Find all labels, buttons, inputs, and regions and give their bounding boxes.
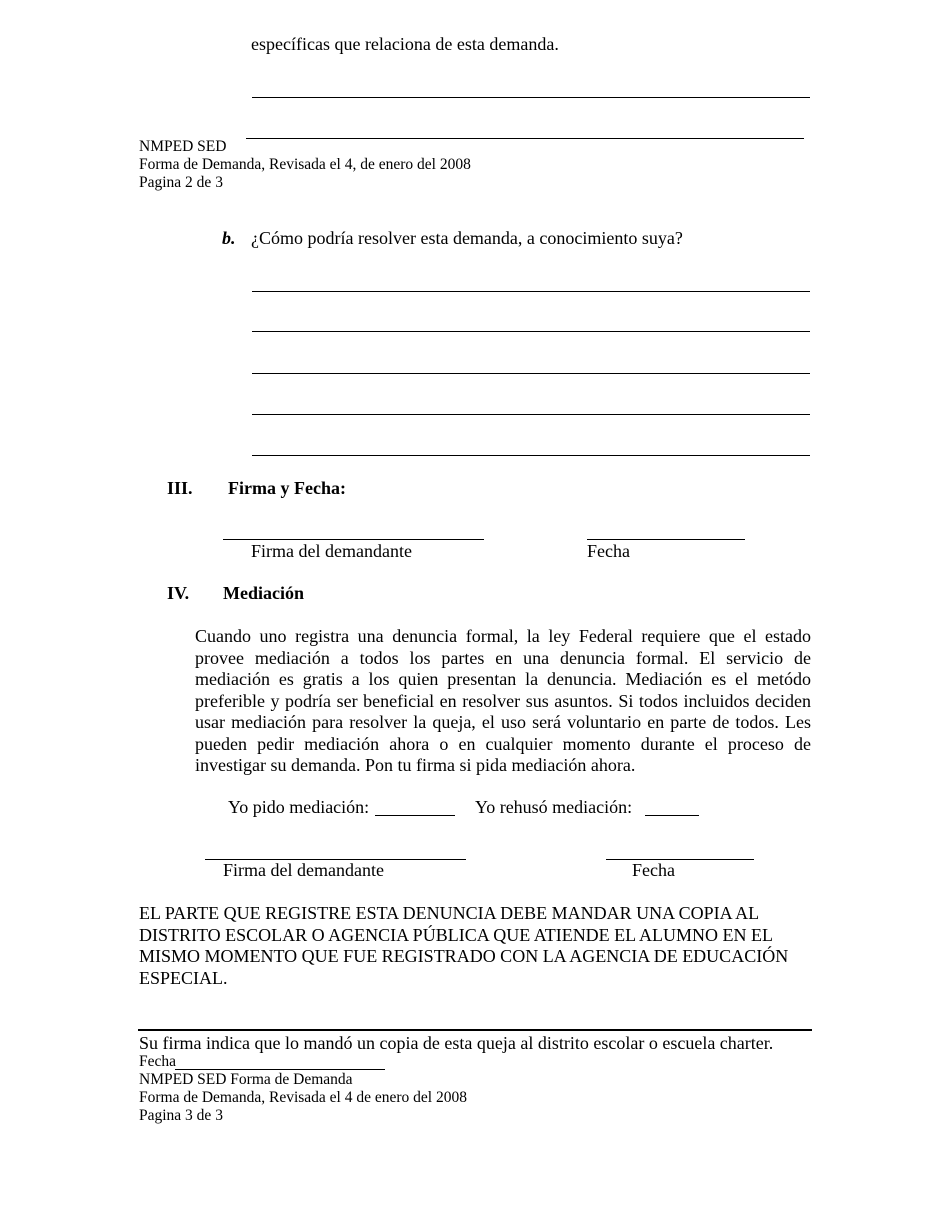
- page-footer: [139, 1071, 467, 1125]
- refuse-mediation-label: Yo rehusó mediación:: [475, 797, 633, 817]
- section-numeral: III.: [167, 478, 193, 498]
- date-line[interactable]: [587, 539, 745, 540]
- footer-line: NMPED SED Forma de Demanda: [139, 1071, 353, 1088]
- signature-line[interactable]: [223, 539, 484, 540]
- question-marker: b.: [222, 228, 236, 248]
- section-title: Mediación: [223, 583, 304, 603]
- continuation-text: específicas que relaciona de esta demanda.: [251, 34, 559, 54]
- mediation-paragraph: Cuando uno registra una denuncia formal, la ley Federal requiere que el estado provee mediación a todos los partes en una denuncia formal. El servicio de mediación es gratis a los quien presentan la denuncia. Mediación es el metódo preferible y podría ser beneficial en resolver sus asuntos. Si todos incluidos deciden usar mediación para resolver la queja, el uso será voluntario en parte de todos. Les pueden pedir mediación ahora o en cualquier momento durante el proceso de investigar su demanda. Pon tu firma si pida mediación ahora.: [195, 626, 811, 775]
- answer-line[interactable]: [252, 455, 810, 456]
- header-line: Pagina 2 de 3: [139, 174, 223, 191]
- date-label: Fecha: [587, 541, 630, 561]
- answer-line[interactable]: [252, 414, 810, 415]
- footer-date-label: Fecha: [139, 1053, 177, 1070]
- header-line: NMPED SED: [139, 138, 227, 155]
- answer-line[interactable]: [252, 373, 810, 374]
- section-title: Firma y Fecha:: [228, 478, 346, 498]
- answer-line[interactable]: [252, 291, 810, 292]
- footer-statement: Su firma indica que lo mandó un copia de esta queja al distrito escolar o escuela charter.: [139, 1033, 774, 1053]
- answer-line[interactable]: [252, 97, 810, 98]
- question-text: ¿Cómo podría resolver esta demanda, a conocimiento suya?: [251, 228, 683, 248]
- signature-label: Firma del demandante: [223, 860, 384, 880]
- footer-date-line[interactable]: [175, 1069, 385, 1070]
- footer-divider: [138, 1029, 812, 1031]
- signature-label: Firma del demandante: [251, 541, 412, 561]
- header-line: Forma de Demanda, Revisada el 4, de enero del 2008: [139, 156, 471, 173]
- date-label: Fecha: [632, 860, 675, 880]
- page-header: [139, 138, 471, 192]
- footer-line: Forma de Demanda, Revisada el 4 de enero del 2008: [139, 1089, 467, 1106]
- refuse-mediation-line[interactable]: [645, 815, 699, 816]
- section-numeral: IV.: [167, 583, 190, 603]
- footer-line: Pagina 3 de 3: [139, 1107, 223, 1124]
- request-mediation-line[interactable]: [375, 815, 455, 816]
- date-line[interactable]: [606, 859, 754, 860]
- notice-text: EL PARTE QUE REGISTRE ESTA DENUNCIA DEBE MANDAR UNA COPIA AL DISTRITO ESCOLAR O AGENCIA PÚBLICA QUE ATIENDE EL ALUMNO EN EL MISMO MOMENTO QUE FUE REGISTRADO CON LA AGENCIA DE EDUCACIÓN ESPECIAL.: [139, 903, 789, 988]
- answer-line[interactable]: [252, 331, 810, 332]
- request-mediation-label: Yo pido mediación:: [228, 797, 370, 817]
